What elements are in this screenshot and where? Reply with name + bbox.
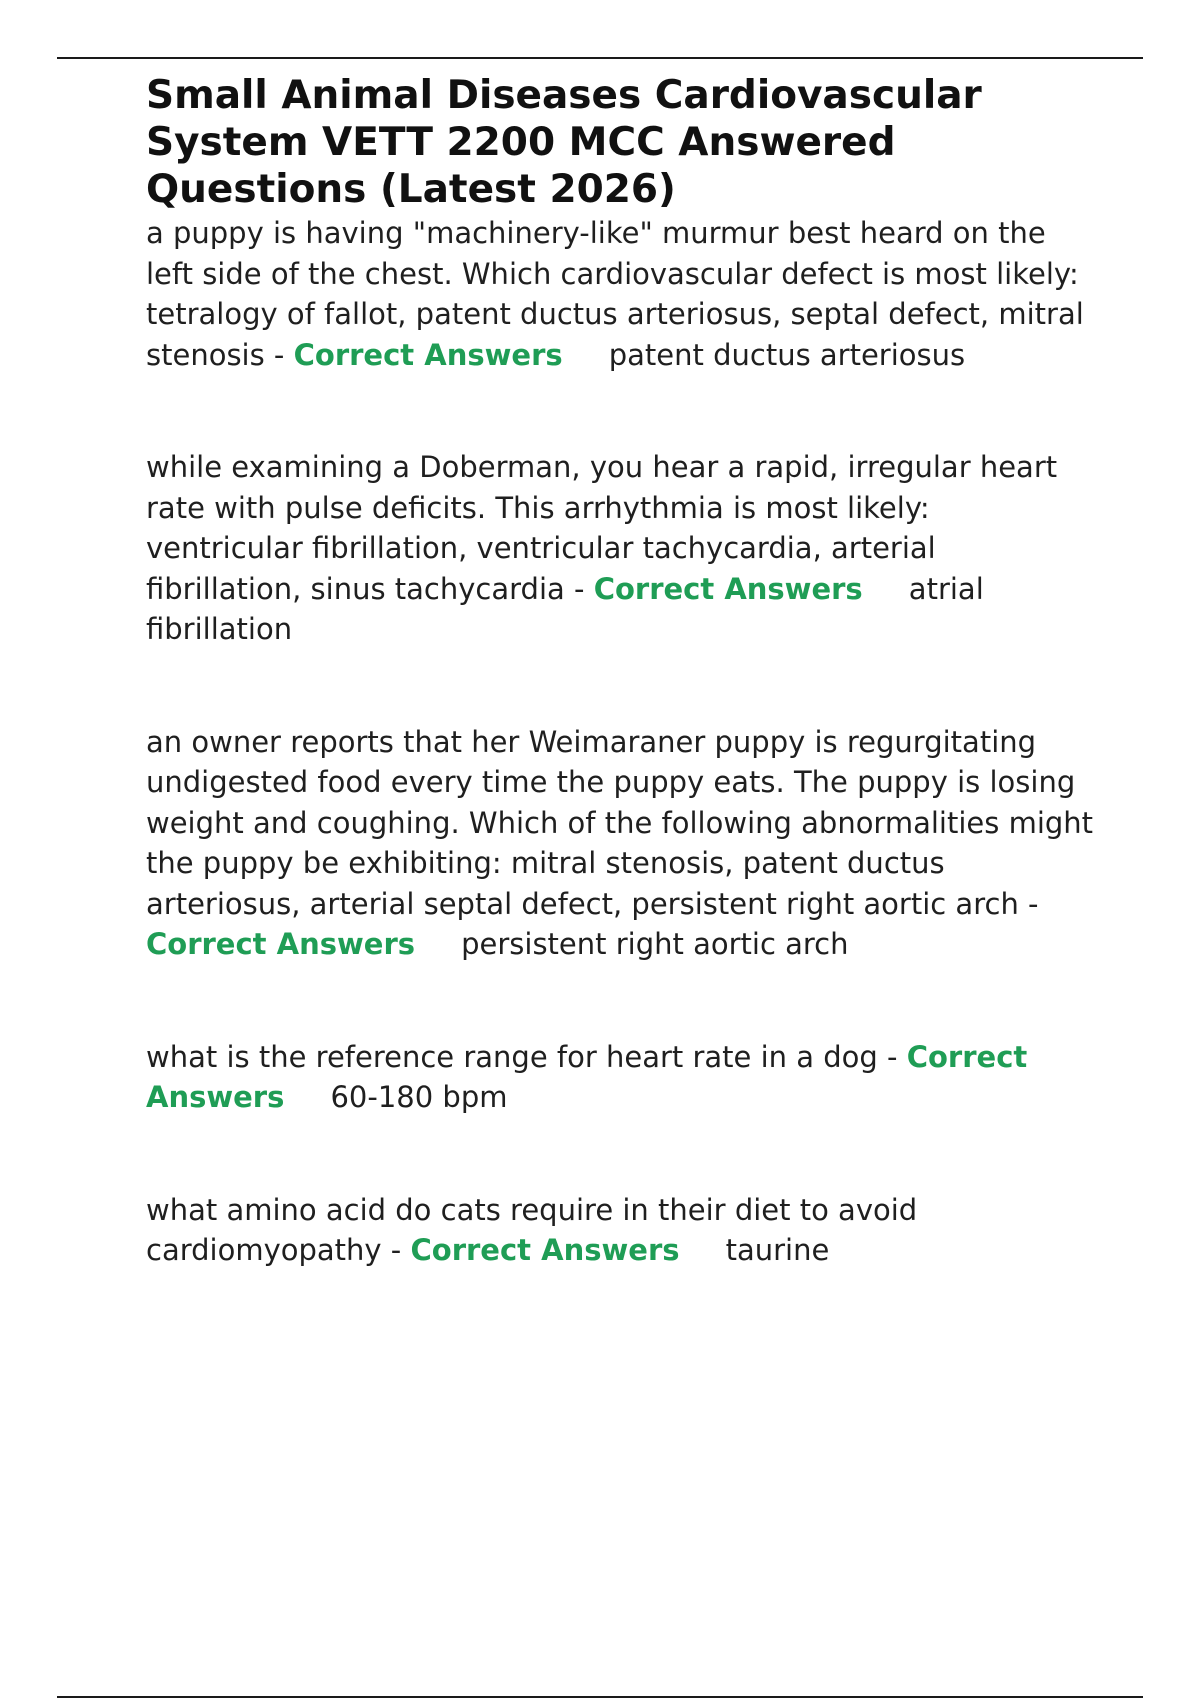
answer-text: taurine xyxy=(725,1233,830,1267)
question-text: while examining a Doberman, you hear a rapid, irregular heart rate with pulse deficits. This arrhythmia is most likely: ventricular fibrillation, ventricular tachycardia, arterial fibrillation, sinus tachycardia xyxy=(146,450,1058,606)
document-body xyxy=(146,72,1094,1271)
separator: - xyxy=(381,1233,411,1267)
correct-answers-label: Correct Answers xyxy=(146,927,416,961)
answer-text: atrial fibrillation xyxy=(146,571,984,646)
top-rule xyxy=(57,57,1143,59)
separator: - xyxy=(264,337,294,372)
bottom-rule xyxy=(57,1696,1143,1698)
answer-text: persistent right aortic arch xyxy=(461,927,849,961)
qa-item xyxy=(146,722,1094,965)
correct-answers-label: Correct Answers xyxy=(146,1039,1028,1114)
question-text: what amino acid do cats require in their diet to avoid cardiomyopathy xyxy=(146,1192,918,1267)
question-text: an owner reports that her Weimaraner puppy is regurgitating undigested food every time the puppy eats. The puppy is losing weight and coughing. Which of the following abnormalities might the puppy be exhibiting: mitral stenosis, patent ductus arteriosus, arterial septal defect, persistent right aortic arch xyxy=(146,724,1094,921)
separator: - xyxy=(564,571,594,606)
qa-item xyxy=(146,447,1094,650)
correct-answers-label: Correct Answers xyxy=(410,1233,680,1267)
document-title: Small Animal Diseases Cardiovascular System VETT 2200 MCC Answered Questions (Latest 2026) xyxy=(146,73,982,212)
correct-answers-label: Correct Answers xyxy=(293,337,563,372)
question-text: a puppy is having "machinery-like" murmur best heard on the left side of the chest. Which cardiovascular defect is most likely: tetralogy of fallot, patent ductus arteriosus, septal defect, mitral stenosis xyxy=(146,216,1084,372)
qa-item xyxy=(146,213,1094,375)
correct-answers-label: Correct Answers xyxy=(593,571,863,606)
question-text: what is the reference range for heart rate in a dog xyxy=(146,1039,878,1074)
qa-item xyxy=(146,1190,1094,1271)
answer-text: patent ductus arteriosus xyxy=(608,337,966,372)
answer-text: 60-180 bpm xyxy=(330,1080,508,1114)
qa-item xyxy=(146,1037,1094,1118)
separator: - xyxy=(1018,886,1039,921)
separator: - xyxy=(877,1039,907,1074)
